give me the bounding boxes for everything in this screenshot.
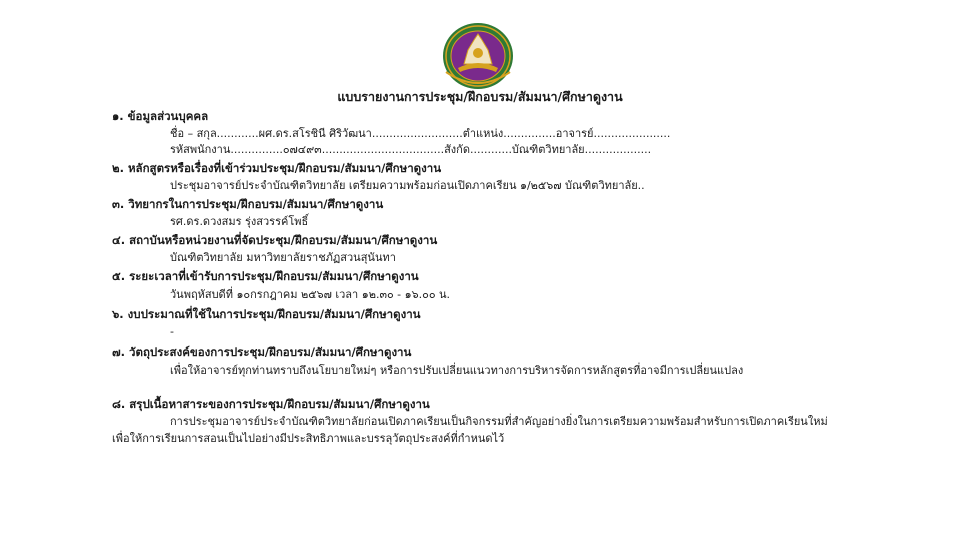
- section-6-heading: ๖. งบประมาณที่ใช้ในการประชุม/ฝึกอบรม/สัมมนา/ศึกษาดูงาน: [112, 307, 421, 321]
- personal-info-id-line: รหัสพนักงาน...............๐๗๔๙๓...................................สังกัด............บัณฑิตวิทยาลัย...................: [170, 143, 652, 156]
- budget-text: -: [170, 325, 174, 338]
- section-5-heading: ๕. ระยะเวลาที่เข้ารับการประชุม/ฝึกอบรม/สัมมนา/ศึกษาดูงาน: [112, 269, 419, 283]
- summary-paragraph: การประชุมอาจารย์ประจำบัณฑิตวิทยาลัยก่อนเปิดภาคเรียนเป็นกิจกรรมที่สำคัญอย่างยิ่งในการเตรียมความพร้อมสำหรับการเปิดภาคเรียนใหม่ เพื่อให้การเรียนการสอนเป็นไปอย่างมีประสิทธิภาพและบรรลุวัตถุประสงค์ที่กำหนดไว้: [112, 415, 828, 445]
- section-1-heading: ๑. ข้อมูลส่วนบุคคล: [112, 109, 209, 123]
- university-seal-icon: [424, 22, 532, 90]
- speaker-text: รศ.ดร.ดวงสมร รุ่งสวรรค์โพธิ์: [170, 215, 309, 228]
- personal-info-name-line: ชื่อ – สกุล............ผศ.ดร.สโรชินี ศิริวัฒนา..........................ตำแหน่ง...............อาจารย์......................: [170, 127, 671, 140]
- course-topic-text: ประชุมอาจารย์ประจำบัณฑิตวิทยาลัย เตรียมความพร้อมก่อนเปิดภาคเรียน ๑/๒๕๖๗ บัณฑิตวิทยาลัย..: [170, 179, 645, 192]
- section-2-heading: ๒. หลักสูตรหรือเรื่องที่เข้าร่วมประชุม/ฝึกอบรม/สัมมนา/ศึกษาดูงาน: [112, 161, 442, 175]
- organizer-text: บัณฑิตวิทยาลัย มหาวิทยาลัยราชภัฏสวนสุนันทา: [170, 251, 396, 264]
- section-4-heading: ๔. สถาบันหรือหน่วยงานที่จัดประชุม/ฝึกอบรม/สัมมนา/ศึกษาดูงาน: [112, 233, 438, 247]
- duration-text: วันพฤหัสบดีที่ ๑๐กรกฎาคม ๒๕๖๗ เวลา ๑๒.๓๐ - ๑๖.๐๐ น.: [170, 288, 451, 301]
- section-7-heading: ๗. วัตถุประสงค์ของการประชุม/ฝึกอบรม/สัมมนา/ศึกษาดูงาน: [112, 345, 412, 359]
- section-8-heading: ๘. สรุปเนื้อหาสาระของการประชุม/ฝึกอบรม/สัมมนา/ศึกษาดูงาน: [112, 397, 430, 411]
- objective-paragraph: เพื่อให้อาจารย์ทุกท่านทราบถึงนโยบายใหม่ๆ หรือการปรับเปลี่ยนแนวทางการบริหารจัดการหลักสูตรที่อาจมีการเปลี่ยนแปลง: [170, 364, 744, 377]
- section-3-heading: ๓. วิทยากรในการประชุม/ฝึกอบรม/สัมมนา/ศึกษาดูงาน: [112, 197, 384, 211]
- document-title: แบบรายงานการประชุม/ฝึกอบรม/สัมมนา/ศึกษาดูงาน: [337, 89, 623, 104]
